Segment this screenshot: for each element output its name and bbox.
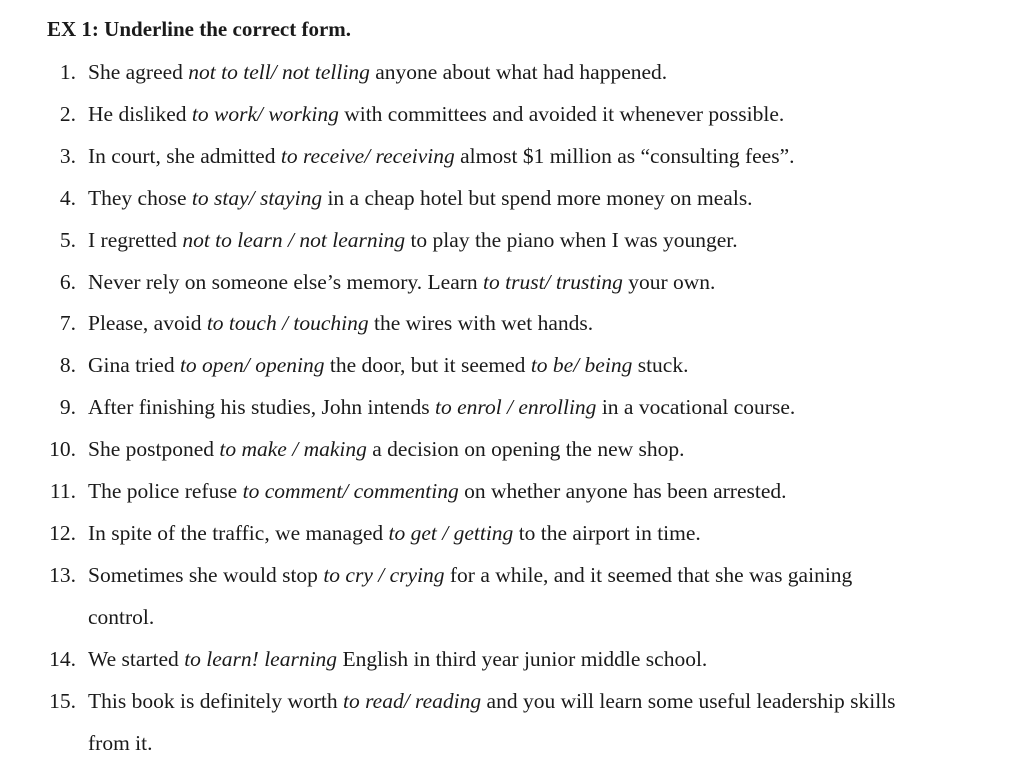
sentence-text: in a vocational course. xyxy=(596,395,796,419)
sentence-text: for a while, and it seemed that she was gaining xyxy=(444,563,853,587)
item-number: 11. xyxy=(49,479,76,503)
item-sentence xyxy=(88,349,688,381)
item-number: 10. xyxy=(49,437,76,461)
item-sentence xyxy=(88,266,715,298)
answer-options: to work/ working xyxy=(191,102,339,126)
sentence-text: I regretted xyxy=(88,228,183,252)
item-number: 14. xyxy=(49,647,76,671)
item-sentence xyxy=(88,98,784,130)
item-sentence xyxy=(88,475,787,507)
sentence-text: on whether anyone has been arrested. xyxy=(458,479,787,503)
item-sentence xyxy=(88,559,852,591)
sentence-text: The police refuse xyxy=(88,479,243,503)
item-number: 8. xyxy=(59,353,76,377)
answer-options: not to tell/ not telling xyxy=(188,60,370,84)
sentence-text: English in third year junior middle school. xyxy=(337,647,708,671)
answer-options: to enrol / enrolling xyxy=(434,395,597,419)
answer-options: to make / making xyxy=(219,437,367,461)
sentence-text: stuck. xyxy=(632,353,689,377)
sentence-text: Never rely on someone else’s memory. Learn xyxy=(88,270,484,294)
sentence-text: to the airport in time. xyxy=(513,521,701,545)
item-sentence xyxy=(88,433,685,465)
answer-options: to get / getting xyxy=(388,521,514,545)
answer-options: not to learn / not learning xyxy=(182,228,406,252)
item-sentence xyxy=(88,56,667,88)
sentence-text: Please, avoid xyxy=(88,311,207,335)
item-number: 7. xyxy=(59,311,76,335)
sentence-text: anyone about what had happened. xyxy=(369,60,668,84)
sentence-text: Sometimes she would stop xyxy=(88,563,324,587)
item-number: 2. xyxy=(59,102,76,126)
sentence-text: Gina tried xyxy=(88,353,180,377)
answer-options: to comment/ commenting xyxy=(242,479,459,503)
sentence-text: He disliked xyxy=(88,102,192,126)
item-sentence xyxy=(88,224,738,256)
item-number: 12. xyxy=(49,521,76,545)
answer-options: to trust/ trusting xyxy=(483,270,623,294)
item-number: 1. xyxy=(59,60,76,84)
item-number: 4. xyxy=(59,186,76,210)
item-number: 6. xyxy=(59,270,76,294)
sentence-text: almost $1 million as “consulting fees”. xyxy=(454,144,795,168)
answer-options: to open/ opening xyxy=(179,353,325,377)
item-sentence xyxy=(88,182,753,214)
answer-options: to receive/ receiving xyxy=(280,144,455,168)
item-sentence xyxy=(88,643,707,675)
answer-options: to cry / crying xyxy=(323,563,445,587)
sentence-text: your own. xyxy=(622,270,716,294)
sentence-text: In spite of the traffic, we managed xyxy=(88,521,389,545)
item-sentence xyxy=(88,685,896,717)
item-number: 3. xyxy=(59,144,76,168)
sentence-text: They chose xyxy=(88,186,192,210)
item-sentence xyxy=(88,140,795,172)
sentence-text: the door, but it seemed xyxy=(324,353,531,377)
exercise-title: EX 1: Underline the correct form. xyxy=(47,17,352,41)
sentence-text: After finishing his studies, John intends xyxy=(88,395,435,419)
sentence-text: and you will learn some useful leadership skills xyxy=(481,689,896,713)
item-sentence xyxy=(88,391,795,423)
item-number: 15. xyxy=(49,689,76,713)
sentence-text: a decision on opening the new shop. xyxy=(366,437,685,461)
sentence-text: This book is definitely worth xyxy=(88,689,343,713)
answer-options: to touch / touching xyxy=(206,311,369,335)
item-number: 13. xyxy=(49,563,76,587)
answer-options: to be/ being xyxy=(530,353,633,377)
sentence-text: to play the piano when I was younger. xyxy=(405,228,738,252)
sentence-text: the wires with wet hands. xyxy=(368,311,594,335)
item-sentence xyxy=(88,517,701,549)
item-number: 9. xyxy=(59,395,76,419)
answer-options: to read/ reading xyxy=(343,689,482,713)
sentence-text: In court, she admitted xyxy=(88,144,281,168)
item-number: 5. xyxy=(59,228,76,252)
answer-options: to stay/ staying xyxy=(191,186,323,210)
sentence-text: in a cheap hotel but spend more money on meals. xyxy=(322,186,753,210)
item-sentence xyxy=(88,307,593,339)
sentence-text: We started xyxy=(88,647,185,671)
sentence-text: She agreed xyxy=(88,60,189,84)
sentence-text: with committees and avoided it whenever possible. xyxy=(338,102,785,126)
sentence-continuation: control. xyxy=(88,605,155,629)
sentence-continuation: from it. xyxy=(88,731,153,755)
answer-options: to learn! learning xyxy=(184,647,338,671)
sentence-text: She postponed xyxy=(88,437,220,461)
